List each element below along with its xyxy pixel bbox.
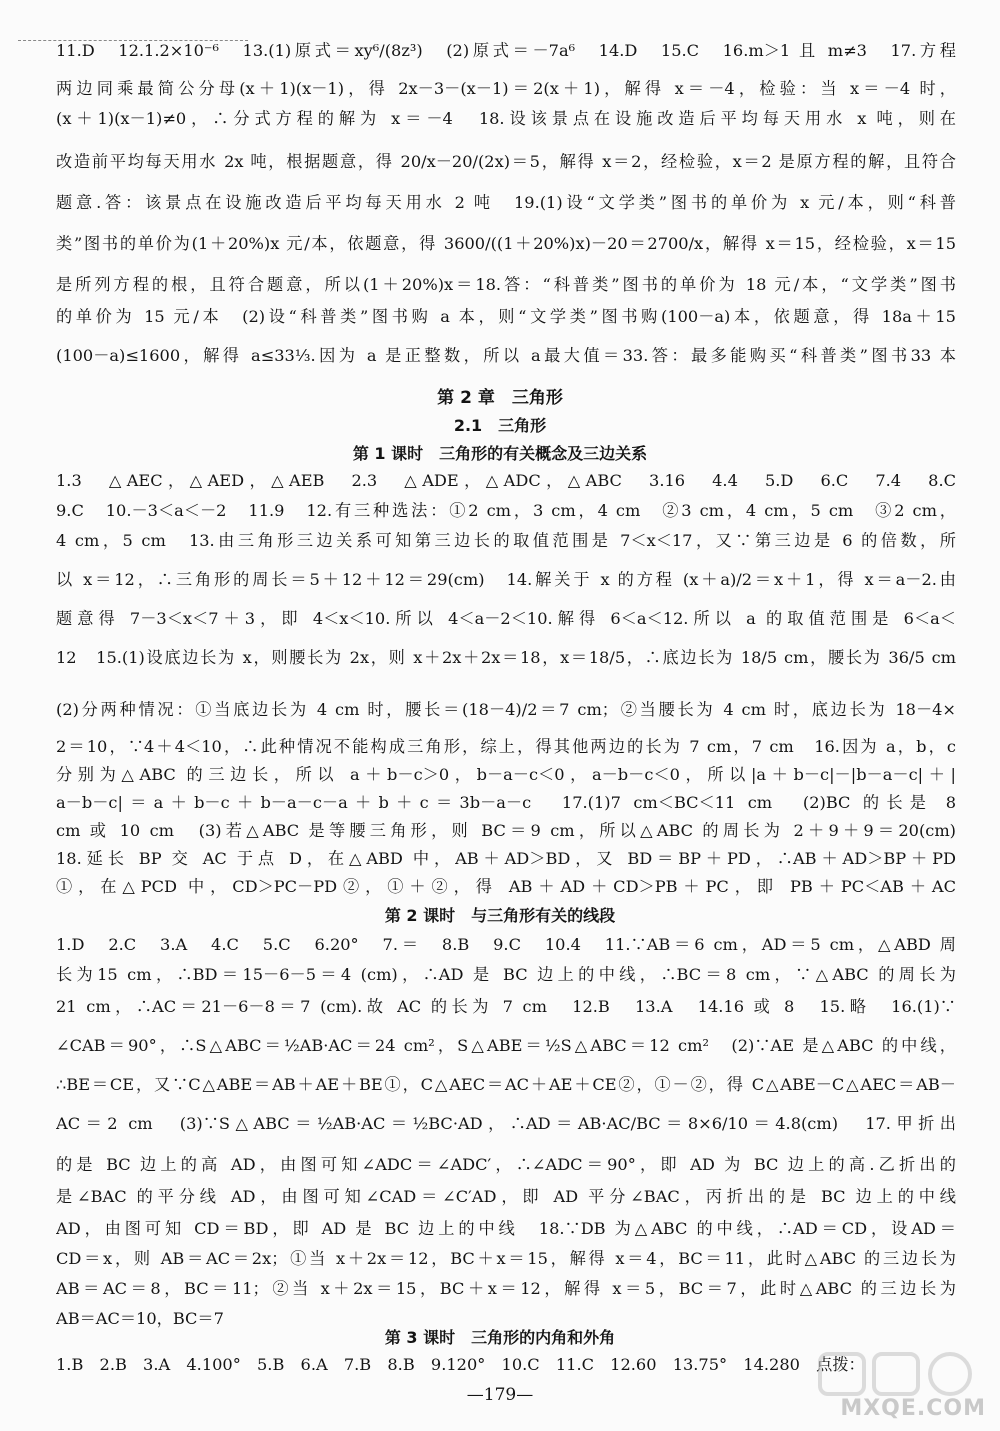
text-line: AB＝AC＝10，BC＝7	[56, 1309, 224, 1328]
text-line: ∴BE＝CE，又∵C△ABE＝AB＋AE＋BE①，C△AEC＝AC＋AE＋CE②，①－②，得 C△ABE－C△AEC＝AB－	[56, 1075, 956, 1094]
text-line: AB＝AC＝8，BC＝11；②当 x＋2x＝15，BC＋x＝12，解得 x＝5，BC＝7，此时△ABC 的三边长为	[56, 1279, 956, 1298]
text-line: 9.C 10.－3＜a＜－2 11.9 12.有三种选法：①2 cm，3 cm，4 cm ②3 cm，4 cm，5 cm ③2 cm，	[56, 501, 956, 520]
lesson-heading: 第 1 课时 三角形的有关概念及三边关系	[352, 444, 648, 463]
text-line: 1.3 △AEC，△AED，△AEB 2.3 △ADE，△ADC，△ABC 3.16 4.4 5.D 6.C 7.4 8.C	[56, 471, 956, 490]
text-line: 以 x＝12，∴三角形的周长＝5＋12＋12＝29(cm) 14.解关于 x 的方程 (x＋a)/2＝x＋1，得 x＝a－2.由	[56, 570, 956, 589]
chapter-heading: 第 2 章 三角形	[437, 388, 563, 408]
text-line: 是所列方程的根，且符合题意，所以(1＋20%)x＝18.答：“科普类”图书的单价为 18 元/本，“文学类”图书	[56, 275, 956, 294]
text-line: 的单价为 15 元/本 (2)设“科普类”图书购 a 本，则“文学类”图书购(100－a)本，依题意，得 18a＋15	[56, 307, 956, 326]
text-line: 11.D 12.1.2×10⁻⁶ 13.(1)原式＝xy⁶/(8z³) (2)原式＝－7a⁶ 14.D 15.C 16.m＞1 且 m≠3 17.方程	[56, 41, 956, 60]
text-line: 的是 BC 边上的高 AD，由图可知∠ADC＝∠ADC′，∴∠ADC＝90°，即 AD 为 BC 边上的高.乙折出的	[56, 1155, 956, 1174]
text-line: 18.延长 BP 交 AC 于点 D，在△ABD 中，AB＋AD＞BD，又 BD＝BP＋PD，∴AB＋AD＞BP＋PD	[56, 849, 956, 868]
text-line: 1.D 2.C 3.A 4.C 5.C 6.20° 7.＝ 8.B 9.C 10.4 11.∵AB＝6 cm，AD＝5 cm，△ABD 周	[56, 935, 956, 954]
text-line: 分别为△ABC 的三边长，所以 a＋b－c＞0，b－a－c＜0，a－b－c＜0，所以|a＋b－c|－|b－a－c|＋|	[56, 765, 956, 784]
page-number: —179—	[466, 1385, 534, 1405]
text-line: 4 cm，5 cm 13.由三角形三边关系可知第三边长的取值范围是 7＜x＜17，又∵第三边是 6 的倍数，所	[56, 531, 956, 550]
text-line: ∠CAB＝90°，∴S△ABC＝½AB·AC＝24 cm²，S△ABE＝½S△ABC＝12 cm² (2)∵AE 是△ABC 的中线，	[56, 1036, 956, 1055]
lesson-heading: 第 3 课时 三角形的内角和外角	[384, 1328, 616, 1347]
text-line: 是∠BAC 的平分线 AD，由图可知∠CAD＝∠C′AD，即 AD 平分∠BAC，丙折出的是 BC 边上的中线	[56, 1187, 956, 1206]
text-line: 题意得 7－3＜x＜7＋3，即 4＜x＜10.所以 4＜a－2＜10.解得 6＜a＜12.所以 a 的取值范围是 6＜a＜	[56, 609, 956, 628]
text-line: 1.B 2.B 3.A 4.100° 5.B 6.A 7.B 8.B 9.120° 10.C 11.C 12.60 13.75° 14.280 点拨：	[56, 1355, 865, 1374]
section-heading: 2.1 三角形	[453, 416, 547, 435]
watermark-text: MXQE.COM	[840, 1396, 986, 1421]
text-line: 题意.答：该景点在设施改造后平均每天用水 2 吨 19.(1)设“文学类”图书的单价为 x 元/本，则“科普	[56, 193, 956, 212]
text-line: ①，在△PCD 中，CD＞PC－PD②，①＋②，得 AB＋AD＋CD＞PB＋PC，即 PB＋PC＜AB＋AC	[56, 877, 956, 896]
text-line: 2＝10，∵4＋4＜10，∴此种情况不能构成三角形，综上，得其他两边的长为 7 cm，7 cm 16.因为 a，b，c	[56, 737, 956, 756]
text-line: 长为15 cm，∴BD＝15－6－5＝4 (cm)，∴AD 是 BC 边上的中线，∴BC＝8 cm，∵△ABC 的周长为	[56, 965, 956, 984]
text-line: AC＝2 cm (3)∵S△ABC＝½AB·AC＝½BC·AD，∴AD＝AB·AC/BC＝8×6/10＝4.8(cm) 17.甲折出	[56, 1114, 956, 1133]
text-line: CD＝x，则 AB＝AC＝2x；①当 x＋2x＝12，BC＋x＝15，解得 x＝4，BC＝11，此时△ABC 的三边长为	[56, 1249, 956, 1268]
text-line: a－b－c|＝a＋b－c＋b－a－c－a＋b＋c＝3b－a－c 17.(1)7 cm＜BC＜11 cm (2)BC 的长是 8	[56, 793, 956, 812]
text-line: (100－a)≤1600，解得 a≤33⅓.因为 a 是正整数，所以 a最大值＝33.答：最多能购买“科普类”图书33 本	[56, 346, 956, 365]
text-line: 21 cm，∴AC＝21－6－8＝7 (cm).故 AC 的长为 7 cm 12.B 13.A 14.16 或 8 15.略 16.(1)∵	[56, 997, 956, 1016]
text-line: 类”图书的单价为(1＋20%)x 元/本，依题意，得 3600/((1＋20%)x)－20＝2700/x，解得 x＝15，经检验，x＝15	[56, 234, 956, 253]
lesson-heading: 第 2 课时 与三角形有关的线段	[384, 906, 616, 925]
text-line: AD，由图可知 CD＝BD，即 AD 是 BC 边上的中线 18.∵DB 为△ABC 的中线，∴AD＝CD，设AD＝	[56, 1219, 956, 1238]
text-line: (x＋1)(x－1)≠0，∴分式方程的解为 x＝－4 18.设该景点在设施改造后平均每天用水 x 吨，则在	[56, 109, 956, 128]
text-line: cm 或 10 cm (3)若△ABC 是等腰三角形，则 BC＝9 cm，所以△ABC 的周长为 2＋9＋9＝20(cm)	[56, 821, 956, 840]
text-line: 改造前平均每天用水 2x 吨，根据题意，得 20/x－20/(2x)＝5，解得 x＝2，经检验，x＝2 是原方程的解，且符合	[56, 152, 956, 171]
text-line: 12 15.(1)设底边长为 x，则腰长为 2x，则 x＋2x＋2x＝18，x＝18/5，∴底边长为 18/5 cm，腰长为 36/5 cm	[56, 648, 956, 667]
text-line: (2)分两种情况：①当底边长为 4 cm 时，腰长＝(18－4)/2＝7 cm；②当腰长为 4 cm 时，底边长为 18－4×	[56, 700, 956, 719]
text-line: 两边同乘最简公分母(x＋1)(x－1)，得 2x－3－(x－1)＝2(x＋1)，解得 x＝－4，检验：当 x＝－4 时，	[56, 79, 956, 98]
